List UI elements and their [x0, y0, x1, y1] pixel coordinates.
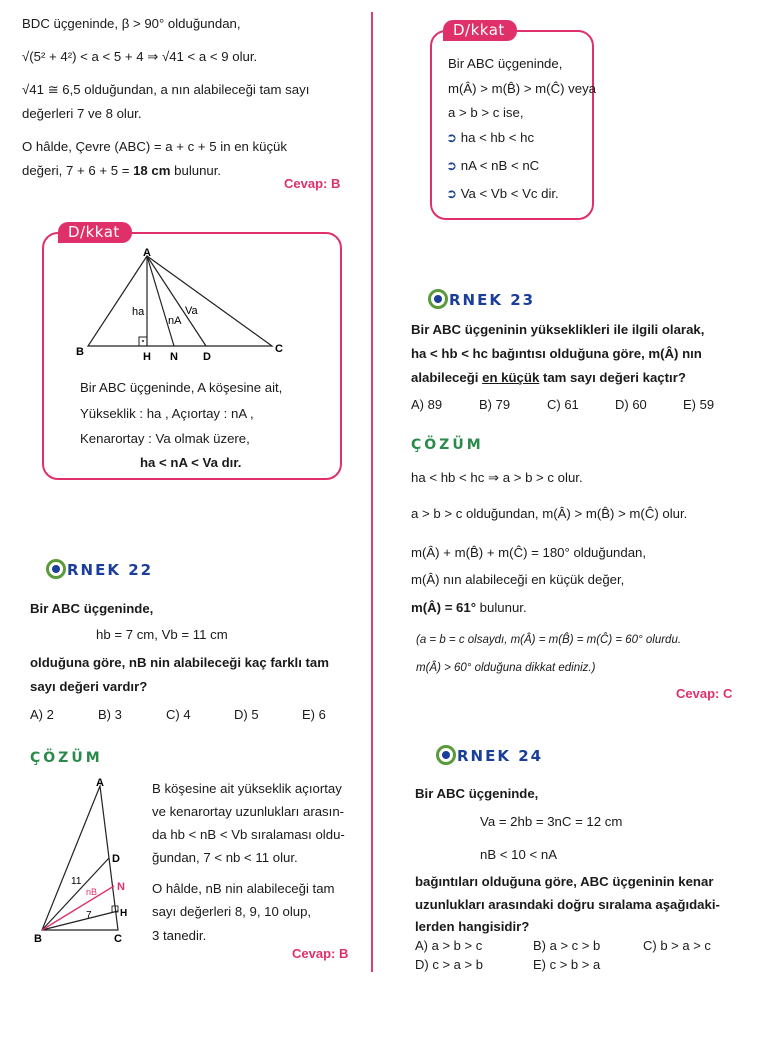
- text-line: ğundan, 7 < nb < 11 olur.: [152, 850, 298, 865]
- cozum-title: ÇÖZÜM: [30, 750, 103, 766]
- arrow-icon: ➲: [446, 158, 458, 173]
- note-text: (a = b = c olsaydı, m(Â) = m(B̂) = m(Ĉ) = 60° olurdu.: [416, 634, 682, 646]
- ornek-logo-icon: [436, 745, 456, 765]
- choice[interactable]: A) 89: [411, 397, 443, 412]
- label-H: H: [120, 908, 128, 919]
- ornek-24-title: RNEK 24: [436, 745, 543, 765]
- question-text: Bir ABC üçgeninin yükseklikleri ile ilgili olarak,: [411, 322, 705, 337]
- text-line: a > b > c olduğundan, m(Â) > m(B̂) > m(Ĉ) olur.: [411, 506, 688, 521]
- label-A: A: [143, 248, 151, 259]
- dikkat-tag: D/kkat: [58, 222, 132, 243]
- choice[interactable]: C) b > a > c: [643, 938, 711, 953]
- text-line: Yükseklik : ha , Açıortay : nA ,: [80, 406, 254, 421]
- text-line: ➲ nA < nB < nC: [446, 158, 540, 173]
- text-line: B köşesine ait yükseklik açıortay: [152, 781, 342, 796]
- text-line: ve kenarortay uzunlukları arasın-: [152, 804, 345, 819]
- question-text: nB < 10 < nA: [480, 847, 557, 862]
- answer-label: Cevap: B: [284, 176, 341, 191]
- text-line: √41 ≅ 6,5 olduğundan, a nın alabileceği tam sayı: [22, 82, 310, 97]
- arrow-icon: ➲: [446, 130, 458, 145]
- question-text: sayı değeri vardır?: [30, 679, 148, 694]
- text-line: m(Â) nın alabileceği en küçük değer,: [411, 572, 625, 587]
- label-nA: nA: [168, 315, 182, 327]
- note-text: m(Â) > 60° olduğuna dikkat ediniz.): [416, 662, 596, 674]
- cozum-title: ÇÖZÜM: [411, 437, 484, 453]
- choice[interactable]: C) 61: [547, 397, 579, 412]
- text-line: da hb < nB < Vb sıralaması oldu-: [152, 827, 345, 842]
- question-text: Va = 2hb = 3nC = 12 cm: [480, 814, 623, 829]
- text-line: BDC üçgeninde, β > 90° olduğundan,: [22, 16, 241, 31]
- choice[interactable]: D) c > a > b: [415, 957, 483, 972]
- label-C: C: [275, 343, 283, 355]
- choice[interactable]: E) 59: [683, 397, 715, 412]
- question-text: lerden hangisidir?: [415, 919, 530, 934]
- text-line: O hâlde, nB nin alabileceği tam: [152, 881, 335, 896]
- label-ha: ha: [132, 306, 145, 318]
- text-line: ➲ ha < hb < hc: [446, 130, 535, 145]
- triangle-diagram-2: [34, 778, 144, 944]
- text-line: m(Â) = 61° bulunur.: [411, 600, 527, 615]
- text-line: O hâlde, Çevre (ABC) = a + c + 5 in en küçük: [22, 139, 287, 154]
- label-nB: nB: [86, 887, 98, 897]
- question-text: uzunlukları arasındaki doğru sıralama aşağıdaki-: [415, 897, 720, 912]
- column-divider: [371, 12, 373, 972]
- answer-choices: [415, 957, 643, 972]
- choice[interactable]: B) a > c > b: [533, 938, 601, 953]
- answer-choices: [411, 397, 723, 412]
- ornek-logo-icon: [46, 559, 66, 579]
- choice[interactable]: E) c > b > a: [533, 957, 601, 972]
- text-line: a > b > c ise,: [448, 105, 524, 120]
- choice[interactable]: B) 79: [479, 397, 511, 412]
- label-N: N: [117, 881, 125, 893]
- answer-label: Cevap: B: [292, 946, 349, 961]
- question-text: bağıntıları olduğuna göre, ABC üçgeninin kenar: [415, 874, 714, 889]
- ornek-logo-icon: [428, 289, 448, 309]
- text-line: √(5² + 4²) < a < 5 + 4 ⇒ √41 < a < 9 olur.: [22, 49, 258, 64]
- label-H: H: [143, 351, 151, 363]
- text-line: Kenarortay : Va olmak üzere,: [80, 431, 250, 446]
- choice[interactable]: A) a > b > c: [415, 938, 483, 953]
- question-text: alabileceği en küçük tam sayı değeri kaçtır?: [411, 370, 686, 385]
- answer-choices: [415, 938, 743, 953]
- label-N: N: [170, 351, 178, 363]
- triangle-diagram: [72, 248, 292, 364]
- ornek-23-title: RNEK 23: [428, 289, 535, 309]
- choice[interactable]: D) 60: [615, 397, 647, 412]
- question-text: ha < hb < hc bağıntısı olduğuna göre, m(Â) nın: [411, 346, 702, 361]
- text-line: değerleri 7 ve 8 olur.: [22, 106, 142, 121]
- answer-label: Cevap: C: [676, 686, 733, 701]
- question-text: hb = 7 cm, Vb = 11 cm: [96, 627, 228, 642]
- choice[interactable]: E) 6: [302, 707, 326, 722]
- question-text: Bir ABC üçgeninde,: [415, 786, 539, 801]
- choice[interactable]: C) 4: [166, 707, 191, 722]
- question-text: Bir ABC üçgeninde,: [30, 601, 154, 616]
- text-line: Bir ABC üçgeninde, A köşesine ait,: [80, 380, 283, 395]
- label-11: 11: [71, 876, 82, 887]
- label-C: C: [114, 933, 122, 944]
- label-A: A: [96, 778, 104, 789]
- text-line: m(Â) > m(B̂) > m(Ĉ) veya: [448, 81, 596, 96]
- text-line: 3 tanedir.: [152, 928, 207, 943]
- text-line: ha < nA < Va dır.: [140, 455, 242, 470]
- text-line: ha < hb < hc ⇒ a > b > c olur.: [411, 470, 583, 485]
- question-text: olduğuna göre, nB nin alabileceği kaç farklı tam: [30, 655, 329, 670]
- arrow-icon: ➲: [446, 186, 458, 201]
- ornek-22-title: RNEK 22: [46, 559, 153, 579]
- text-line: ➲ Va < Vb < Vc dir.: [446, 186, 559, 201]
- text-line: sayı değerleri 8, 9, 10 olup,: [152, 904, 312, 919]
- label-7: 7: [86, 910, 92, 921]
- text-line: m(Â) + m(B̂) + m(Ĉ) = 180° olduğundan,: [411, 545, 647, 560]
- label-B: B: [76, 346, 84, 358]
- label-B: B: [34, 933, 42, 944]
- label-D: D: [112, 853, 120, 865]
- choice[interactable]: D) 5: [234, 707, 259, 722]
- label-D: D: [203, 351, 211, 363]
- label-Va: Va: [185, 305, 198, 317]
- choice[interactable]: B) 3: [98, 707, 122, 722]
- text-line: Bir ABC üçgeninde,: [448, 56, 563, 71]
- dikkat-tag: D/kkat: [443, 20, 517, 41]
- answer-choices: [30, 707, 342, 722]
- text-line: değeri, 7 + 6 + 5 = 18 cm bulunur.: [22, 163, 222, 178]
- choice[interactable]: A) 2: [30, 707, 54, 722]
